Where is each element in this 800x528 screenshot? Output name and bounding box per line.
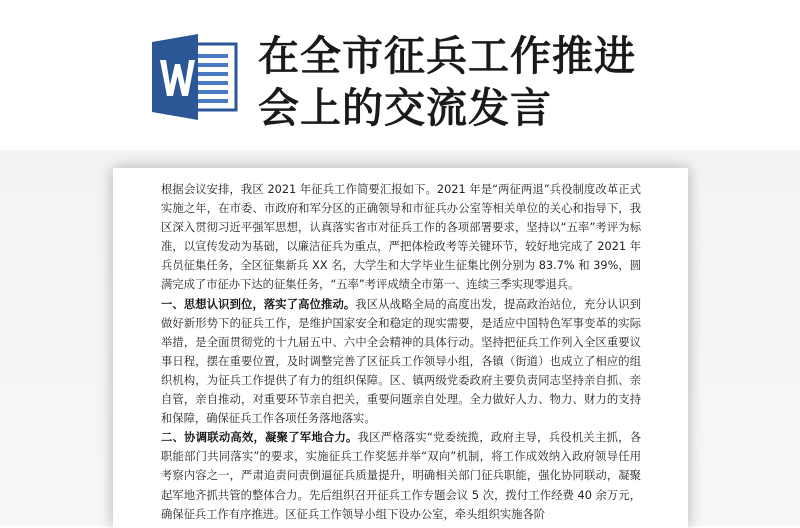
section-2-heading: 二、协调联动高效，凝聚了军地合力。: [161, 431, 358, 445]
page-title: [258, 30, 788, 134]
section-2: [161, 428, 641, 523]
word-doc-icon: [148, 30, 242, 124]
header: [0, 0, 800, 150]
intro-paragraph: 根据会议安排，我区 2021 年征兵工作简要汇报如下。2021 年是“两征两退”兵役制度改革正式实施之年，在市委、市政府和军分区的正确领导和市征兵办公室等相关单位的关心和指导下，我区深入贯彻习近平强军思想，认真落实省市对征兵工作的各项部署要求，坚持以“五率”考评为标准，以宣传发动为基础，以廉洁征兵为重点，严把体检政考等关键环节，较好地完成了 2021 年兵员征集任务，全区征集新兵 XX 名，大学生和大学毕业生征集比例分别为 83.7% 和 39%，圆满完成了市征办下达的征集任务，“五率”考评成绩全市第一、连续三季实现零退兵。: [161, 183, 641, 292]
title-line-2: 会上的交流发言: [258, 84, 552, 132]
section-1: [161, 295, 641, 429]
title-line-1: 在全市征兵工作推进: [258, 32, 636, 80]
section-2-text: 我区严格落实“党委统揽，政府主导，兵役机关主抓，各职能部门共同落实”的要求，实施征兵工作奖惩并举“双向”机制，将工作成效纳入政府领导任用考察内容之一，严肃追责问责倒逼征兵质量提升，明确相关部门征兵职能，强化协同联动，凝聚起军地齐抓共管的整体合力。先后组织召开征兵工作专题会议 5 次，拨付工作经费 40 余万元，确保征兵工作有序推进。区征兵工作领导小组下设办公室，牵头组织实施各阶: [161, 431, 641, 521]
section-1-text: 我区从战略全局的高度出发，提高政治站位，充分认识到做好新形势下的征兵工作，是维护国家安全和稳定的现实需要，是适应中国特色军事变革的实际举措，是全面贯彻党的十九届五中、六中全会精神的具体行动。坚持把征兵工作列入全区重要议事日程，摆在重要位置，及时调整完善了区征兵工作领导小组，各镇（街道）也成立了相应的组织机构，为征兵工作提供了有力的组织保障。区、镇两级党委政府主要负责同志坚持亲自抓、亲自管，亲自推动，对重要环节亲自把关，重要问题亲自处理。全力做好人力、物力、财力的支持和保障，确保征兵工作各项任务落地落实。: [161, 297, 641, 426]
section-1-heading: 一、思想认识到位，落实了高位推动。: [161, 297, 356, 311]
document-body: [161, 180, 641, 524]
document-page: [113, 168, 688, 528]
